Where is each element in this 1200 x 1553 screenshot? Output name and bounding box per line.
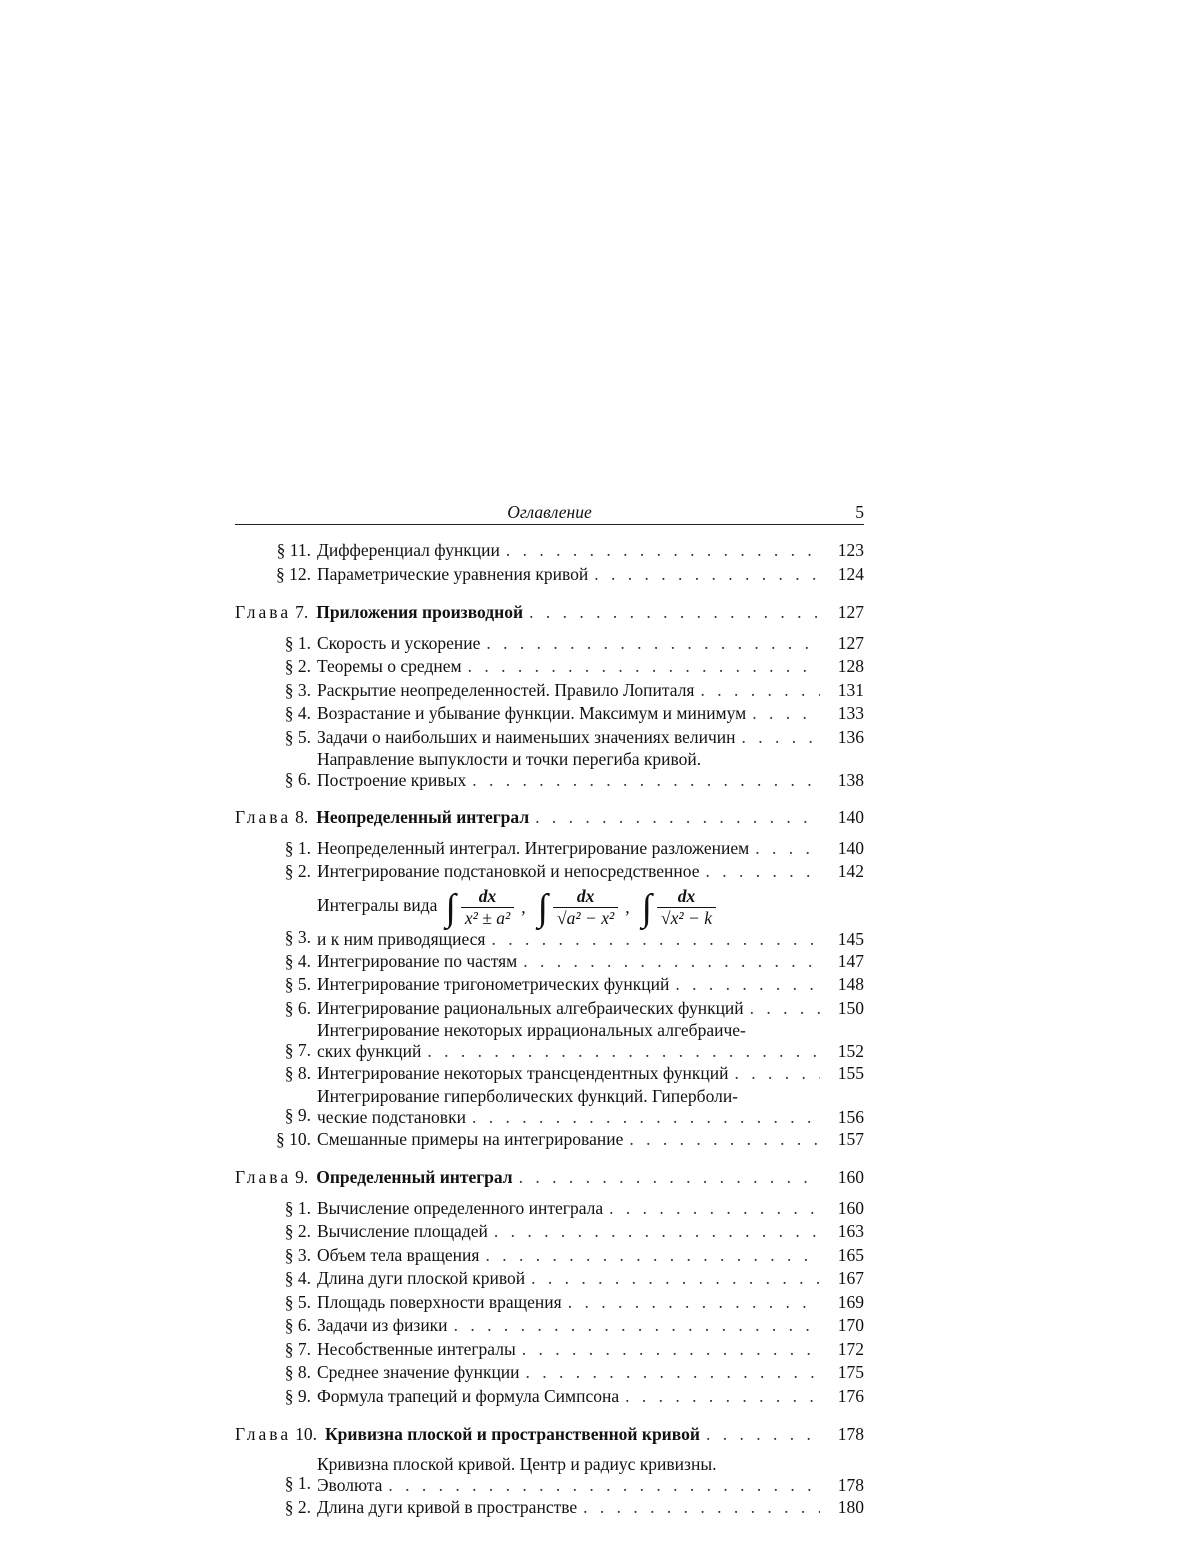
fraction xyxy=(461,885,514,928)
page-number: 157 xyxy=(837,1128,864,1149)
denominator: √a² − x² xyxy=(553,907,618,928)
integral-formulas xyxy=(437,885,719,929)
page-number: 124 xyxy=(837,563,864,584)
comma: , xyxy=(625,896,630,917)
section-number: § 4. xyxy=(284,950,311,971)
leader-dots xyxy=(486,632,820,656)
toc-section-entry xyxy=(235,860,864,884)
page-number: 148 xyxy=(837,974,864,994)
leader-dots xyxy=(519,1166,820,1190)
section-number: § 6. xyxy=(284,997,311,1018)
section-title-part: ческие подстановки xyxy=(317,1106,466,1127)
toc-section-entry xyxy=(235,1385,864,1409)
section-title-part: Построение кривых xyxy=(317,770,467,790)
toc-chapter-entry xyxy=(235,1166,864,1190)
chapter-label: Глава xyxy=(235,602,292,622)
section-text xyxy=(317,1454,864,1496)
page-number: 170 xyxy=(837,1315,864,1335)
page-number: 156 xyxy=(837,1106,864,1127)
section-title-part: Интегрирование некоторых иррациональных алгебраиче- xyxy=(317,1020,746,1040)
page-number: 160 xyxy=(837,1197,864,1218)
section-title-line2 xyxy=(317,1474,864,1496)
page-number: 150 xyxy=(837,997,864,1018)
section-text xyxy=(317,679,864,703)
section-title-line1 xyxy=(317,884,864,928)
page-number: 140 xyxy=(837,837,864,858)
toc-section-entry xyxy=(235,950,864,974)
leader-dots xyxy=(568,1291,820,1315)
leader-dots xyxy=(494,1220,820,1244)
section-title-line2 xyxy=(317,1106,864,1128)
section-title: Интегрирование тригонометрических функций xyxy=(317,974,670,994)
chapter-number: 10. xyxy=(295,1424,317,1444)
section-title-part: ских функций xyxy=(317,1041,422,1061)
section-number: § 3. xyxy=(284,1244,311,1265)
toc-section-entry xyxy=(235,539,864,563)
section-text xyxy=(317,1338,864,1362)
numerator: dx xyxy=(478,885,497,906)
page-number: 152 xyxy=(837,1041,864,1061)
page-number: 155 xyxy=(837,1063,864,1083)
section-title: Задачи из физики xyxy=(317,1315,448,1335)
numerator: dx xyxy=(576,885,595,906)
page-number: 178 xyxy=(837,1424,864,1444)
toc-chapter-entry xyxy=(235,1423,864,1447)
page-number: 172 xyxy=(837,1338,864,1359)
toc-section-entry xyxy=(235,1496,864,1520)
section-number: § 4. xyxy=(284,703,311,723)
toc-page xyxy=(235,500,864,1519)
leader-dots xyxy=(526,1361,820,1385)
section-text xyxy=(317,860,864,884)
section-title: Длина дуги плоской кривой xyxy=(317,1268,526,1288)
page-number: 5 xyxy=(855,502,864,522)
section-text xyxy=(317,1496,864,1520)
section-title: Интегрирование подстановкой и непосредственное xyxy=(317,861,700,881)
section-text xyxy=(317,702,864,726)
section-title-line2 xyxy=(317,769,864,791)
chapter-label: Глава xyxy=(235,807,292,827)
page-number: 180 xyxy=(837,1496,864,1517)
toc-section-entry xyxy=(235,1128,864,1152)
section-title: Дифференциал функции xyxy=(317,540,500,560)
leader-dots xyxy=(625,1385,820,1409)
leader-dots xyxy=(594,563,820,587)
page-number: 127 xyxy=(837,632,864,653)
integral-sign: ∫ xyxy=(445,886,456,929)
section-number: § 2. xyxy=(284,656,311,676)
leader-dots xyxy=(531,1267,820,1291)
section-text xyxy=(317,1128,864,1152)
page-number: 123 xyxy=(837,540,864,560)
leader-dots xyxy=(706,1423,820,1447)
toc-section-entry xyxy=(235,1062,864,1086)
leader-dots xyxy=(468,655,820,679)
section-text xyxy=(317,655,864,679)
leader-dots xyxy=(491,928,820,950)
leader-dots xyxy=(705,860,820,884)
fraction xyxy=(553,885,618,928)
section-title-line1 xyxy=(317,1020,864,1040)
leader-dots xyxy=(609,1197,820,1221)
section-title: Интегрирование по частям xyxy=(317,950,518,971)
numerator: dx xyxy=(677,885,696,906)
page-number: 165 xyxy=(837,1244,864,1265)
running-title: Оглавление xyxy=(507,502,592,522)
leader-dots xyxy=(675,973,820,997)
section-number: § 3. xyxy=(284,679,311,700)
page-number: 136 xyxy=(837,726,864,747)
section-number: § 1. xyxy=(284,1197,311,1218)
toc-section-entry xyxy=(235,973,864,997)
toc-section-entry xyxy=(235,1020,864,1062)
section-title-line2 xyxy=(317,1040,864,1062)
chapter-number: 7. xyxy=(295,602,309,622)
section-text xyxy=(317,1197,864,1221)
toc-section-entry xyxy=(235,1361,864,1385)
section-number: § 1. xyxy=(284,632,311,653)
leader-dots xyxy=(700,679,820,703)
section-text xyxy=(317,563,864,587)
section-title: Несобственные интегралы xyxy=(317,1338,516,1359)
running-header xyxy=(235,500,864,525)
toc-section-entry xyxy=(235,655,864,679)
section-text xyxy=(317,1267,864,1291)
section-title-line1 xyxy=(317,1086,864,1106)
page-number: 147 xyxy=(837,950,864,971)
leader-dots xyxy=(583,1496,820,1520)
section-title: Неопределенный интеграл. Интегрирование разложением xyxy=(317,837,750,858)
section-title: Смешанные примеры на интегрирование xyxy=(317,1128,624,1149)
page-number: 133 xyxy=(837,703,864,723)
page-number: 163 xyxy=(837,1221,864,1241)
section-text xyxy=(317,884,864,950)
section-text xyxy=(317,539,864,563)
leader-dots xyxy=(752,702,820,726)
section-number: § 3. xyxy=(284,927,311,947)
page-number: 128 xyxy=(837,656,864,676)
section-title: Раскрытие неопределенностей. Правило Лопиталя xyxy=(317,679,695,700)
toc-section-entry xyxy=(235,702,864,726)
chapter-title: Кривизна плоской и пространственной кривой xyxy=(324,1424,700,1444)
toc-section-entry xyxy=(235,1220,864,1244)
page-number: 169 xyxy=(837,1291,864,1312)
section-text xyxy=(317,1062,864,1086)
toc-section-entry xyxy=(235,1086,864,1128)
section-title: Формула трапеций и формула Симпсона xyxy=(317,1385,620,1406)
section-title-part: Интегралы вида xyxy=(317,894,438,915)
leader-dots xyxy=(522,1338,820,1362)
section-title-part: Эволюта xyxy=(317,1474,383,1495)
section-text xyxy=(317,950,864,974)
section-title: Площадь поверхности вращения xyxy=(317,1291,562,1312)
page-number: 167 xyxy=(837,1268,864,1288)
section-number: § 2. xyxy=(284,1496,311,1517)
toc-section-entry xyxy=(235,679,864,703)
page-number: 131 xyxy=(837,679,864,700)
section-number: § 8. xyxy=(284,1063,311,1083)
toc-section-entry xyxy=(235,1454,864,1496)
section-title-part: Кривизна плоской кривой. Центр и радиус кривизны. xyxy=(317,1453,717,1474)
section-number: § 1. xyxy=(284,1473,311,1493)
section-number: § 9. xyxy=(284,1385,311,1406)
section-number: § 4. xyxy=(284,1268,311,1288)
chapter-label: Глава xyxy=(235,1424,292,1444)
page-number: 138 xyxy=(837,770,864,790)
toc-section-entry xyxy=(235,749,864,791)
section-number: § 1. xyxy=(284,837,311,858)
section-text xyxy=(317,1086,864,1128)
section-text xyxy=(317,1314,864,1338)
section-number: § 9. xyxy=(284,1105,311,1125)
section-text xyxy=(317,1291,864,1315)
page-number: 160 xyxy=(837,1167,864,1187)
section-number: § 8. xyxy=(284,1362,311,1382)
section-title: Теоремы о среднем xyxy=(317,656,462,676)
chapter-title: Приложения производной xyxy=(316,602,524,622)
chapter-number: 9. xyxy=(295,1167,309,1187)
leader-dots xyxy=(523,950,820,974)
toc-section-entry xyxy=(235,726,864,750)
toc-list xyxy=(235,539,864,1519)
section-text xyxy=(317,749,864,791)
section-title: Параметрические уравнения кривой xyxy=(317,563,589,584)
section-number: § 11. xyxy=(276,540,311,560)
section-title: Интегрирование некоторых трансцендентных функций xyxy=(317,1063,729,1083)
section-number: § 7. xyxy=(284,1338,311,1359)
section-text xyxy=(317,1361,864,1385)
page-number: 140 xyxy=(837,807,864,827)
toc-section-entry xyxy=(235,1314,864,1338)
page-number: 127 xyxy=(837,602,864,622)
integral-sign: ∫ xyxy=(537,886,549,929)
section-text xyxy=(317,837,864,861)
leader-dots xyxy=(472,1106,820,1128)
section-text xyxy=(317,973,864,997)
section-number: § 6. xyxy=(284,768,311,789)
section-number: § 5. xyxy=(284,726,311,747)
leader-dots xyxy=(535,806,820,830)
leader-dots xyxy=(454,1314,820,1338)
fraction xyxy=(657,885,716,928)
section-title: Длина дуги кривой в пространстве xyxy=(317,1496,578,1517)
section-text xyxy=(317,1244,864,1268)
toc-section-entry xyxy=(235,1338,864,1362)
section-number: § 6. xyxy=(284,1315,311,1335)
section-title-part: Направление выпуклости и точки перегиба кривой. xyxy=(317,749,702,769)
toc-chapter-entry xyxy=(235,806,864,830)
section-title: Интегрирование рациональных алгебраических функций xyxy=(317,997,744,1018)
section-number: § 2. xyxy=(284,861,311,881)
section-number: § 10. xyxy=(276,1128,311,1149)
leader-dots xyxy=(750,997,820,1021)
section-number: § 2. xyxy=(284,1221,311,1241)
section-title-part: и к ним приводящиеся xyxy=(317,928,486,949)
toc-section-entry xyxy=(235,1197,864,1221)
toc-section-entry xyxy=(235,997,864,1021)
leader-dots xyxy=(755,837,820,861)
section-number: § 5. xyxy=(284,1291,311,1312)
denominator: x² ± a² xyxy=(461,907,514,928)
section-text xyxy=(317,997,864,1021)
page-number: 142 xyxy=(837,861,864,881)
section-number: § 7. xyxy=(284,1039,311,1060)
chapter-title: Неопределенный интеграл xyxy=(316,807,530,827)
section-title: Задачи о наибольших и наименьших значениях величин xyxy=(317,726,736,747)
section-title-part: Интегрирование гиперболических функций. Гиперболи- xyxy=(317,1085,739,1106)
page-number: 176 xyxy=(837,1385,864,1406)
toc-chapter-entry xyxy=(235,601,864,625)
section-title: Возрастание и убывание функции. Максимум и минимум xyxy=(317,703,747,723)
denominator: √x² − k xyxy=(657,907,716,928)
section-title: Вычисление определенного интеграла xyxy=(317,1197,604,1218)
section-number: § 12. xyxy=(276,563,311,584)
leader-dots xyxy=(529,601,820,625)
section-title-line1 xyxy=(317,1454,864,1474)
section-text xyxy=(317,632,864,656)
section-number: § 5. xyxy=(284,974,311,994)
page-number: 178 xyxy=(837,1474,864,1495)
leader-dots xyxy=(485,1244,820,1268)
leader-dots xyxy=(427,1040,820,1062)
leader-dots xyxy=(742,726,820,750)
chapter-number: 8. xyxy=(295,807,309,827)
leader-dots xyxy=(735,1062,820,1086)
toc-section-entry xyxy=(235,1244,864,1268)
section-title-line1 xyxy=(317,749,864,769)
section-title: Среднее значение функции xyxy=(317,1362,520,1382)
section-text xyxy=(317,1020,864,1062)
leader-dots xyxy=(388,1474,820,1496)
toc-section-entry xyxy=(235,837,864,861)
leader-dots xyxy=(629,1128,820,1152)
section-title: Скорость и ускорение xyxy=(317,632,481,653)
toc-section-entry xyxy=(235,884,864,950)
chapter-title: Определенный интеграл xyxy=(316,1167,513,1187)
section-title: Вычисление площадей xyxy=(317,1221,488,1241)
comma: , xyxy=(521,896,526,917)
toc-section-entry xyxy=(235,1291,864,1315)
integral-sign: ∫ xyxy=(641,886,653,929)
leader-dots xyxy=(506,539,820,563)
leader-dots xyxy=(472,769,820,791)
section-text xyxy=(317,1385,864,1409)
section-title: Объем тела вращения xyxy=(317,1244,480,1265)
toc-section-entry xyxy=(235,1267,864,1291)
toc-section-entry xyxy=(235,563,864,587)
section-text xyxy=(317,1220,864,1244)
chapter-label: Глава xyxy=(235,1167,292,1187)
page-number: 145 xyxy=(837,928,864,949)
section-title-line2 xyxy=(317,928,864,950)
toc-section-entry xyxy=(235,632,864,656)
section-text xyxy=(317,726,864,750)
page-number: 175 xyxy=(837,1362,864,1382)
